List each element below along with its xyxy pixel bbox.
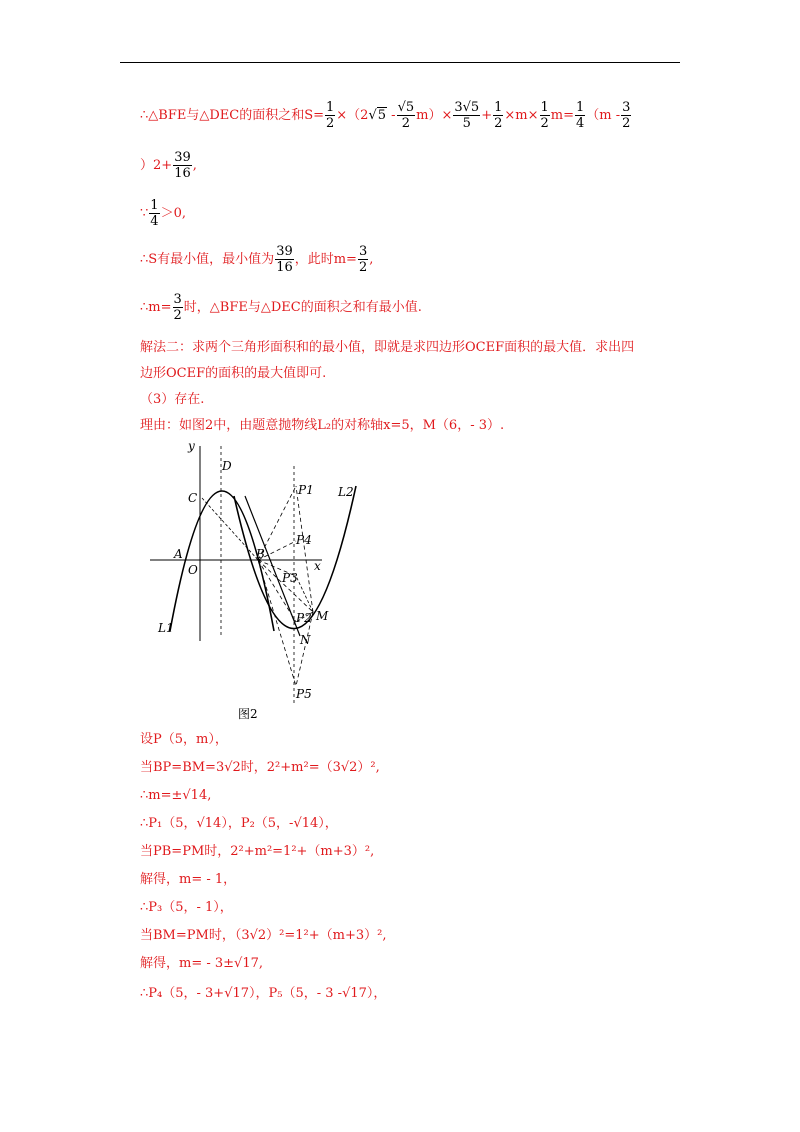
- frac-three-half: $\frac{3}{2}$: [173, 292, 182, 323]
- sqrt-5: √5: [368, 108, 387, 123]
- sol-line-2: 当BP=BM=3√2时，2²+m²=（3√2）²,: [140, 760, 380, 775]
- part-three-heading: （3）存在.: [140, 392, 205, 407]
- frac-39-16: $\frac{39}{16}$: [174, 150, 191, 181]
- sol-line-3: ∴m=±√14,: [140, 788, 212, 803]
- sol-line-6: 解得，m= - 1，: [140, 872, 237, 887]
- min-value-line: ∴S有最小值，最小值为 $\frac{39}{16}$ ，此时m= $\frac{3}{2}$ ,: [140, 244, 374, 275]
- svg-text:P2: P2: [296, 611, 312, 625]
- frac-half: $\frac{1}{2}$: [494, 100, 503, 131]
- frac-sqrt5-over-2: $\frac{√5}{2}$: [397, 100, 415, 131]
- header-rule: [120, 62, 680, 63]
- frac-half: $\frac{1}{2}$: [326, 100, 335, 131]
- frac-quarter: $\frac{1}{4}$: [150, 198, 159, 229]
- frac-3sqrt5-over-5: $\frac{3√5}{5}$: [454, 100, 480, 131]
- svg-text:L1: L1: [158, 621, 174, 635]
- figure-caption: 图2: [238, 707, 258, 721]
- svg-text:B: B: [256, 547, 265, 561]
- svg-text:y: y: [188, 439, 195, 453]
- svg-text:D: D: [222, 459, 232, 473]
- positive-coef-line: ∵ $\frac{1}{4}$ ＞0,: [140, 198, 186, 229]
- method-two-line: 解法二：求两个三角形面积和的最小值，即就是求四边形OCEF面积的最大值．求出四: [140, 340, 635, 355]
- area-sum-line-cont: ）2+ $\frac{39}{16}$ ,: [140, 150, 197, 181]
- svg-text:x: x: [314, 559, 321, 573]
- svg-text:A: A: [174, 547, 183, 561]
- conclusion-line: ∴m= $\frac{3}{2}$ 时，△BFE与△DEC的面积之和有最小值.: [140, 292, 422, 323]
- figure-2: [150, 436, 370, 726]
- sol-line-8: 当BM=PM时，（3√2）²=1²+（m+3）²,: [140, 928, 387, 943]
- sol-line-5: 当PB=PM时，2²+m²=1²+（m+3）²,: [140, 844, 375, 859]
- frac-half: $\frac{1}{2}$: [540, 100, 549, 131]
- sol-line-4: ∴P₁（5，√14），P₂（5，-√14），: [140, 816, 338, 831]
- svg-text:P4: P4: [296, 533, 312, 547]
- sol-line-1: 设P（5，m），: [140, 732, 228, 747]
- area-sum-line: ∴△BFE与△DEC的面积之和S= $\frac{1}{2}$ ×（2√5 - $\frac{√5}{2}$ m）× $\frac{3√5}{5}$ + $\frac{1}{2}$ ×m× $\frac{1}{2}$ m= $\frac{1}{4}$ （m - $\frac{3}{2}$: [140, 100, 631, 131]
- svg-text:M: M: [316, 609, 329, 623]
- sol-line-9: 解得，m= - 3±√17,: [140, 956, 263, 971]
- sol-line-7: ∴P₃（5，- 1），: [140, 900, 233, 915]
- svg-text:N: N: [300, 633, 311, 647]
- frac-quarter: $\frac{1}{4}$: [576, 100, 585, 131]
- frac-39-16: $\frac{39}{16}$: [276, 244, 293, 275]
- svg-text:P1: P1: [298, 483, 314, 497]
- reason-line: 理由：如图2中，由题意抛物线L₂的对称轴x=5，M（6，- 3）.: [140, 418, 505, 433]
- svg-text:L2: L2: [338, 485, 354, 499]
- svg-text:P5: P5: [296, 687, 312, 701]
- frac-three-half: $\frac{3}{2}$: [358, 244, 368, 275]
- svg-text:C: C: [188, 491, 198, 505]
- sol-line-10: ∴P₄（5，- 3+√17），P₅（5，- 3 -√17），: [140, 986, 387, 1001]
- method-two-line-cont: 边形OCEF的面积的最大值即可.: [140, 366, 327, 381]
- frac-three-half: $\frac{3}{2}$: [622, 100, 631, 131]
- svg-text:P3: P3: [282, 571, 298, 585]
- svg-text:O: O: [188, 563, 198, 577]
- parabola-l2: [234, 486, 356, 629]
